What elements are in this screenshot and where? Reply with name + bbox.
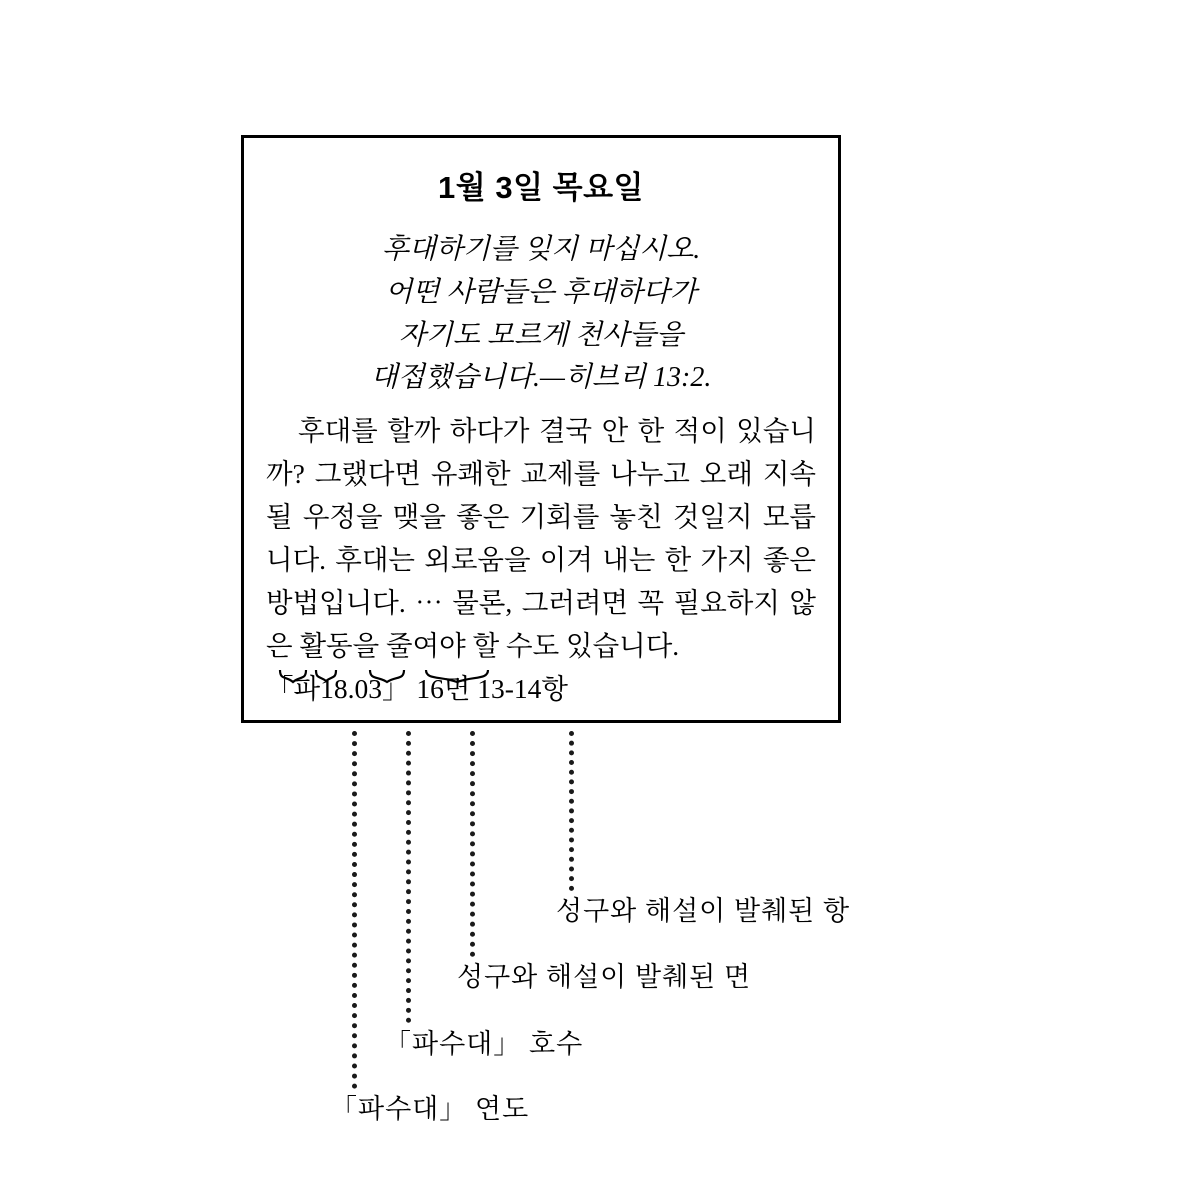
scripture-quotation	[244, 229, 838, 400]
scripture-line: 어떤 사람들은 후대하다가	[385, 276, 697, 308]
reference-text: 「파18.03」 16면 13-14항	[266, 672, 568, 704]
leader-line-year	[352, 731, 357, 1089]
scripture-line: 후대하기를 잊지 마십시오.	[381, 234, 701, 265]
leader-line-page	[470, 731, 475, 957]
date-heading: 1월 3일 목요일	[438, 170, 644, 205]
leader-line-paragraph	[569, 731, 574, 891]
scripture-line: 대접했습니다.—히브리 13:2.	[370, 362, 712, 394]
commentary-paragraph	[244, 400, 838, 710]
reference-citation	[266, 668, 816, 711]
callout-label-year: 「파수대」 연도	[330, 1094, 530, 1124]
callout-label-page: 성구와 해설이 발췌된 면	[457, 962, 752, 992]
callout-label-issue: 「파수대」 호수	[384, 1029, 584, 1059]
devotional-text-box	[241, 135, 841, 723]
leader-line-issue	[406, 731, 411, 1023]
scripture-line: 자기도 모르게 천사들을	[398, 319, 684, 351]
leader-lines-group	[241, 723, 921, 1143]
callout-label-paragraph: 성구와 해설이 발췌된 항	[556, 896, 851, 926]
commentary-body: 후대를 할까 하다가 결국 안 한 적이 있습니까? 그랬다면 유쾌한 교제를 나누고 오래 지속될 우정을 맺을 좋은 기회를 놓친 것일지 모릅니다. 후대는 외로움을 이겨 내는 한 가지 좋은 방법입니다. ⋯ 물론, 그러려면 꼭 필요하지 않은 활동을 줄여야 할 수도 있습니다.	[266, 415, 816, 661]
